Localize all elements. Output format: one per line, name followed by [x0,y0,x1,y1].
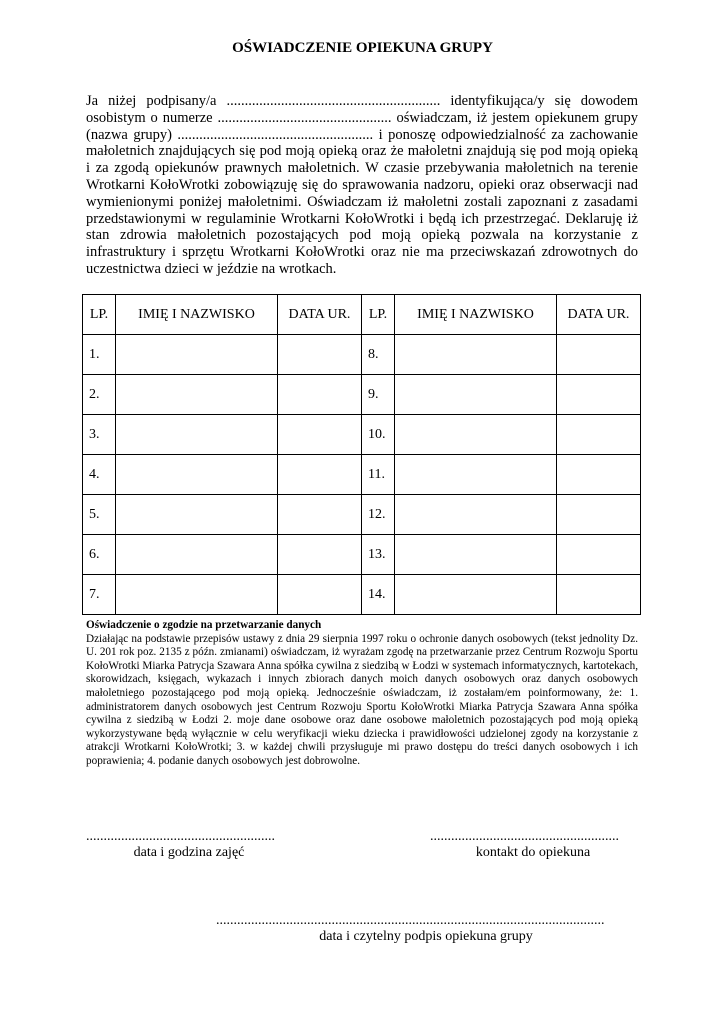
row-number: 8. [362,335,395,375]
name-cell[interactable] [395,455,557,495]
header-birthdate: DATA UR. [278,295,362,335]
name-cell[interactable] [116,375,278,415]
table-row [83,335,641,375]
birthdate-cell[interactable] [278,575,362,615]
row-number: 10. [362,415,395,455]
header-lp: LP. [362,295,395,335]
name-cell[interactable] [395,535,557,575]
contact-label: kontakt do opiekuna [475,845,591,860]
name-cell[interactable] [116,455,278,495]
row-number: 4. [83,455,116,495]
table-row [83,375,641,415]
birthdate-cell[interactable] [557,375,641,415]
row-number: 14. [362,575,395,615]
header-lp: LP. [83,295,116,335]
guardian-signature-field[interactable] [216,913,636,945]
name-cell[interactable] [116,575,278,615]
date-dots: ...................................................... [86,829,275,844]
row-number: 13. [362,535,395,575]
row-number: 6. [83,535,116,575]
name-cell[interactable] [116,495,278,535]
name-cell[interactable] [116,335,278,375]
name-cell[interactable] [116,535,278,575]
data-consent-section [86,619,638,769]
table-row [83,455,641,495]
row-number: 9. [362,375,395,415]
row-number: 3. [83,415,116,455]
name-cell[interactable] [395,415,557,455]
row-number: 11. [362,455,395,495]
table-row [83,495,641,535]
header-birthdate: DATA UR. [557,295,641,335]
row-number: 2. [83,375,116,415]
contact-dots: ...................................................... [430,829,619,844]
table-row [83,415,641,455]
contact-signature-field[interactable] [430,829,636,861]
name-cell[interactable] [395,375,557,415]
birthdate-cell[interactable] [557,335,641,375]
date-label: data i godzina zajęć [133,845,245,860]
name-cell[interactable] [395,335,557,375]
name-cell[interactable] [395,495,557,535]
signature-label: data i czytelny podpis opiekuna grupy [319,929,533,944]
consent-title: Oświadczenie o zgodzie na przetwarzanie danych [86,619,322,631]
birthdate-cell[interactable] [557,575,641,615]
table-row [83,575,641,615]
document-title: OŚWIADCZENIE OPIEKUNA GRUPY [232,40,493,56]
birthdate-cell[interactable] [278,335,362,375]
row-number: 1. [83,335,116,375]
declaration-text: Ja niżej podpisany/a ........................................................... identyfikująca/y się dowodem osobistym o numerze ................................................ oświadczam, iż jestem opiekunem grupy (nazwa grupy) ...................................................... i ponoszę odpowiedzialność za zachowanie małoletnich znajdujących się pod moją opieką oraz że małoletni znajdują się pod moją opieką i za zgodą opiekunów prawnych małoletnich. W czasie przebywania małoletnich na terenie Wrotkarni KołoWrotki zobowiązuję się do sprawowania nadzoru, opieki oraz obserwacji nad wymienionymi poniżej małoletnimi. Oświadczam iż małoletni zostali zapoznani z zasadami przedstawionymi w regulaminie Wrotkarni KołoWrotki i będą ich przestrzegać. Deklaruję iż stan zdrowia małoletnich pozostających pod moją opieką pozwala na korzystanie z infrastruktury i sprzętu Wrotkarni KołoWrotki oraz nie ma przeciwskazań zdrowotnych do uczestnictwa dzieci w jeździe na wrotkach. [86,93,638,277]
row-number: 7. [83,575,116,615]
row-number: 12. [362,495,395,535]
birthdate-cell[interactable] [557,415,641,455]
birthdate-cell[interactable] [557,495,641,535]
header-name: IMIĘ I NAZWISKO [116,295,278,335]
birthdate-cell[interactable] [278,415,362,455]
table-header-row [83,295,641,335]
birthdate-cell[interactable] [557,455,641,495]
children-table [82,294,641,615]
consent-text: Działając na podstawie przepisów ustawy z dnia 29 sierpnia 1997 roku o ochronie danych osobowych (tekst jednolity Dz. U. 201 rok poz. 2135 z późn. zmianami) oświadczam, iż wyrażam zgodę na przetwarzanie przez Centrum Rozwoju Sportu KołoWrotki Miarka Patrycja Szawara Anna spółka cywilna z siedzibą w Łodzi w systemach informatycznych, kartotekach, skorowidzach, księgach, wykazach i innych zbiorach danych moich danych osobowych oraz danych osobowych małoletniego pozostającego pod moją opieką. Jednocześnie oświadczam, iż zostałam/em poinformowany, że: 1. administratorem danych osobowych jest Centrum Rozwoju Sportu KołoWrotki Miarka Patrycja Szawara Anna spółka cywilna z siedzibą w Łodzi 2. moje dane osobowe oraz dane osobowe małoletnich pozostających pod moją opieką wykorzystywane będą wyłącznie w celu weryfikacji wieku dziecka i prawidłowości udzielonej zgody na korzystanie z atrakcji Wrotkarni KołoWrotki; 3. w każdej chwili przysługuje mi prawo dostępu do treści danych osobowych i ich poprawienia; 4. podanie danych osobowych jest dobrowolne. [86,632,638,767]
date-signature-field[interactable] [86,829,292,861]
signature-dots: ............................................................................................................... [216,913,605,928]
birthdate-cell[interactable] [557,535,641,575]
name-cell[interactable] [395,575,557,615]
birthdate-cell[interactable] [278,375,362,415]
birthdate-cell[interactable] [278,495,362,535]
name-cell[interactable] [116,415,278,455]
birthdate-cell[interactable] [278,535,362,575]
table-row [83,535,641,575]
birthdate-cell[interactable] [278,455,362,495]
row-number: 5. [83,495,116,535]
header-name: IMIĘ I NAZWISKO [395,295,557,335]
